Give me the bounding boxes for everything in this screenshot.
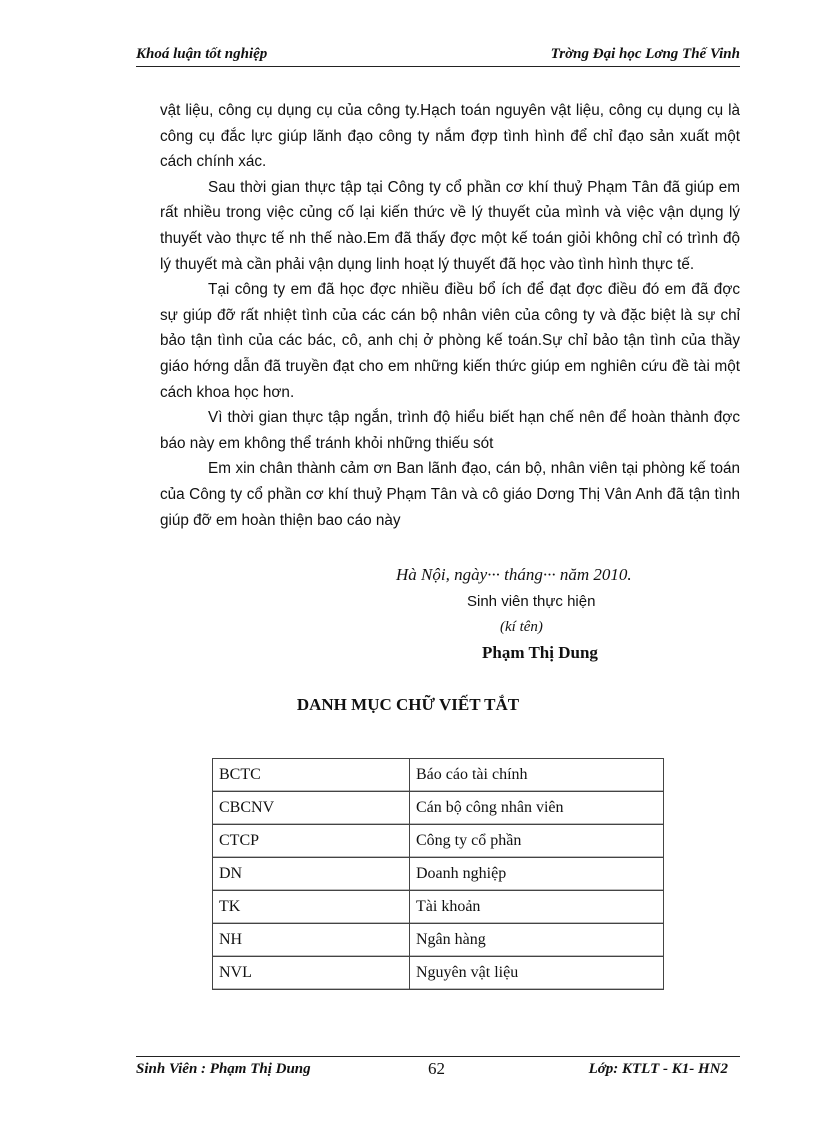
abbr-cell: NVL [213,957,410,990]
paragraph: vật liệu, công cụ dụng cụ của công ty.Hạch toán nguyên vật liệu, công cụ dụng cụ là công cụ đắc lực giúp lãnh đạo công ty nắm đợp tình hình để chỉ đạo sản xuất một cách chính xác. [160,102,740,171]
table-row [213,759,664,792]
paragraph: Vì thời gian thực tập ngắn, trình độ hiểu biết hạn chế nên để hoàn thành đợc báo này em không thể tránh khỏi những thiếu sót [160,409,740,452]
abbr-cell: TK [213,891,410,924]
footer-class-label: Lớp: KTLT - K1- HN2 [588,1061,728,1077]
page-number: 62 [428,1059,445,1078]
table-row [213,891,664,924]
abbreviations-title: DANH MỤC CHỮ VIẾT TẮT [296,695,520,714]
paragraph: Em xin chân thành cảm ơn Ban lãnh đạo, cán bộ, nhân viên tại phòng kế toán của Công ty cổ phần cơ khí thuỷ Phạm Tân và cô giáo Dơng Thị Vân Anh đã tận tình giúp đỡ em hoàn thiện bao cáo này [160,460,740,529]
meaning-cell: Tài khoản [410,891,664,924]
page-footer [136,1056,740,1083]
signature-note: (kí tên) [500,619,543,635]
abbr-cell: DN [213,858,410,891]
abbr-cell: NH [213,924,410,957]
abbr-cell: CTCP [213,825,410,858]
paragraph: Tại công ty em đã học đợc nhiều điều bổ ích để đạt đợc điều đó em đã đợc sự giúp đỡ rất nhiệt tình của các cán bộ nhân viên của công ty và đặc biệt là sự chỉ bảo tận tình của các bác, cô, anh chị ở phòng kế toán.Sự chỉ bảo tận tình của thầy giáo hớng dẫn đã truyền đạt cho em những kiến thức giúp em nghiên cứu đề tài một cách khoa học hơn. [160,281,740,401]
header-university-label: Trờng Đại học Lơng Thế Vinh [550,46,740,62]
header-thesis-label: Khoá luận tốt nghiệp [136,46,268,62]
table-row [213,858,664,891]
abbr-cell: BCTC [213,759,410,792]
footer-student-label: Sinh Viên : Phạm Thị Dung [136,1061,311,1077]
table-row [213,825,664,858]
meaning-cell: Báo cáo tài chính [410,759,664,792]
meaning-cell: Doanh nghiệp [410,858,664,891]
page-header [136,44,740,67]
meaning-cell: Ngân hàng [410,924,664,957]
signature-name: Phạm Thị Dung [482,643,598,662]
meaning-cell: Cán bộ công nhân viên [410,792,664,825]
meaning-cell: Nguyên vật liệu [410,957,664,990]
abbreviations-table [212,758,664,990]
meaning-cell: Công ty cổ phần [410,825,664,858]
body-text [160,98,740,533]
signature-role: Sinh viên thực hiện [467,593,596,610]
signature-date: Hà Nội, ngày··· tháng··· năm 2010. [396,565,632,584]
table-row [213,924,664,957]
abbr-cell: CBCNV [213,792,410,825]
paragraph: Sau thời gian thực tập tại Công ty cổ phần cơ khí thuỷ Phạm Tân đã giúp em rất nhiều trong việc củng cố lại kiến thức về lý thuyết của mình và việc vận dụng lý thuyết vào thực tế nh thế nào.Em đã thấy đợc một kế toán giỏi không chỉ có trình độ lý thuyết mà cần phải vận dụng linh hoạt lý thuyết đã học vào tình hình thực tế. [160,178,740,273]
table-row [213,957,664,990]
table-row [213,792,664,825]
